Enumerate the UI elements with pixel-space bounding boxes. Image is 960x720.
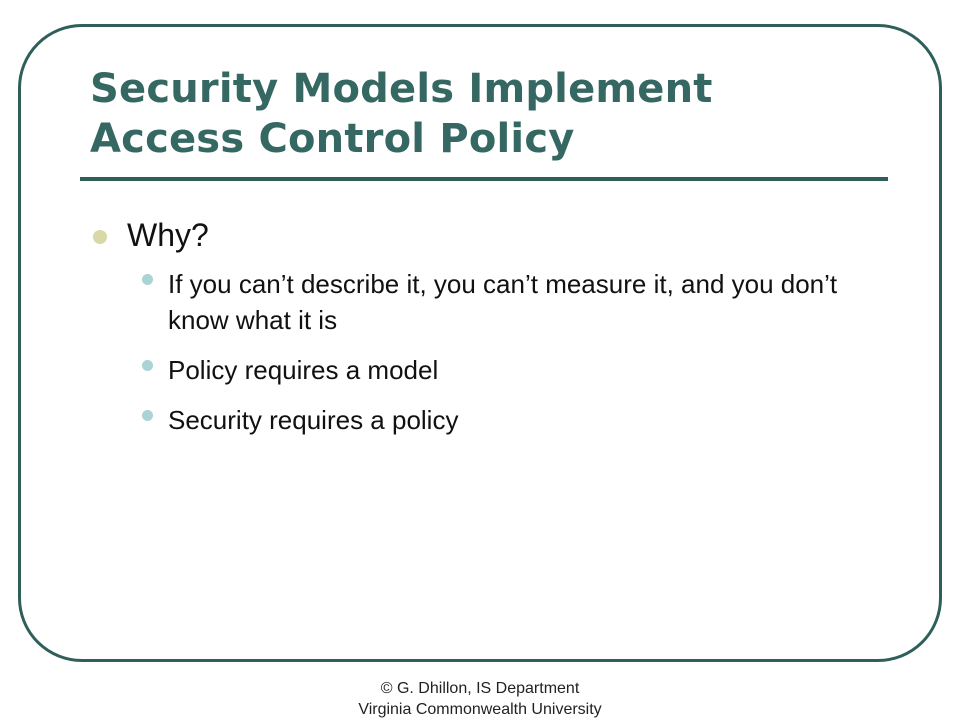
main-bullet-text: Why? — [127, 216, 209, 253]
footer-copyright: © G. Dhillon, IS Department — [380, 680, 580, 697]
slide-title: Security Models Implement Access Control Policy — [90, 66, 713, 162]
sub-bullet-dot — [142, 274, 153, 285]
sub-bullet-dot — [142, 410, 153, 421]
sub-bullet-item — [142, 352, 882, 388]
main-bullet — [93, 212, 209, 258]
main-bullet-dot — [93, 230, 107, 244]
sub-bullet-text: Policy requires a model — [168, 355, 439, 385]
sub-bullet-item — [142, 402, 882, 438]
sub-bullet-text: If you can’t describe it, you can’t measure it, and you don’t know what it is — [168, 269, 838, 335]
sub-bullet-text: Security requires a policy — [168, 405, 459, 435]
sub-bullet-item — [142, 266, 882, 338]
sub-bullet-dot — [142, 360, 153, 371]
footer-university: Virginia Commonwealth University — [358, 701, 602, 718]
title-divider — [80, 177, 888, 181]
slide-footer — [0, 678, 960, 720]
sub-bullet-list — [142, 266, 882, 452]
